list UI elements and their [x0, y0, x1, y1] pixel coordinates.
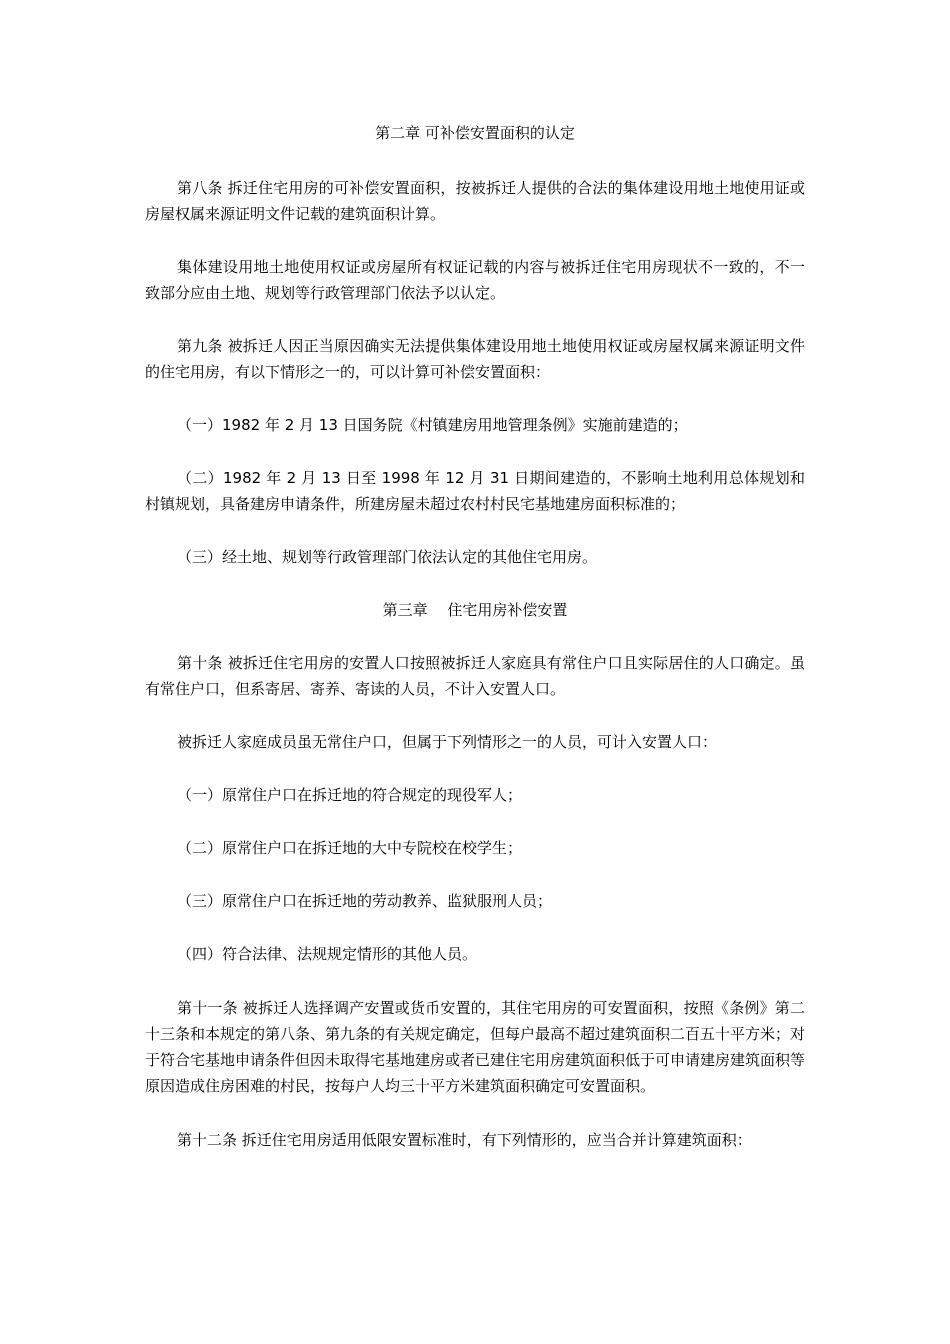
article-9-item-1: （一）1982 年 2 月 13 日国务院《村镇建房用地管理条例》实施前建造的；: [177, 416, 688, 434]
article-8-paragraph-2: 集体建设用地土地使用权证或房屋所有权证记载的内容与被拆迁住宅用房现状不一致的，不一致部分应由土地、规划等行政管理部门依法予以认定。: [145, 258, 805, 302]
article-9-item-3: （三）经土地、规划等行政管理部门依法认定的其他住宅用房。: [177, 548, 598, 566]
article-10-paragraph-2: 被拆迁人家庭成员虽无常住户口，但属于下列情形之一的人员，可计入安置人口：: [177, 733, 718, 751]
article-10-item-3: （三）原常住户口在拆迁地的劳动教养、监狱服刑人员；: [177, 892, 553, 910]
chapter-3-heading: 第三章 住宅用房补偿安置: [382, 601, 568, 619]
document-page: [145, 120, 805, 1153]
article-9-item-2: （二）1982 年 2 月 13 日至 1998 年 12 月 31 日期间建造的，不影响土地利用总体规划和村镇规划，具备建房申请条件，所建房屋未超过农村村民宅基地建房面积标准的；: [145, 469, 805, 513]
chapter-2-heading: 第二章 可补偿安置面积的认定: [375, 124, 575, 142]
article-8-paragraph-1: 第八条 拆迁住宅用房的可补偿安置面积，按被拆迁人提供的合法的集体建设用地土地使用证或房屋权属来源证明文件记载的建筑面积计算。: [145, 179, 805, 223]
article-11-paragraph-1: 第十一条 被拆迁人选择调产安置或货币安置的，其住宅用房的可安置面积，按照《条例》第二十三条和本规定的第八条、第九条的有关规定确定，但每户最高不超过建筑面积二百五十平方米；对于符合宅基地申请条件但因未取得宅基地建房或者已建住宅用房建筑面积低于可申请建房建筑面积等原因造成住房困难的村民，按每户人均三十平方米建筑面积确定可安置面积。: [145, 999, 806, 1095]
article-12-paragraph-1: 第十二条 拆迁住宅用房适用低限安置标准时，有下列情形的，应当合并计算建筑面积：: [177, 1131, 752, 1149]
article-10-item-2: （二）原常住户口在拆迁地的大中专院校在校学生；: [177, 839, 523, 857]
article-10-item-1: （一）原常住户口在拆迁地的符合规定的现役军人；: [177, 786, 523, 804]
article-10-paragraph-1: 第十条 被拆迁住宅用房的安置人口按照被拆迁人家庭具有常住户口且实际居住的人口确定。虽有常住户口，但系寄居、寄养、寄读的人员，不计入安置人口。: [145, 654, 805, 698]
article-10-item-4: （四）符合法律、法规规定情形的其他人员。: [177, 945, 478, 963]
article-9-paragraph-1: 第九条 被拆迁人因正当原因确实无法提供集体建设用地土地使用权证或房屋权属来源证明文件的住宅用房，有以下情形之一的，可以计算可补偿安置面积：: [145, 337, 805, 381]
